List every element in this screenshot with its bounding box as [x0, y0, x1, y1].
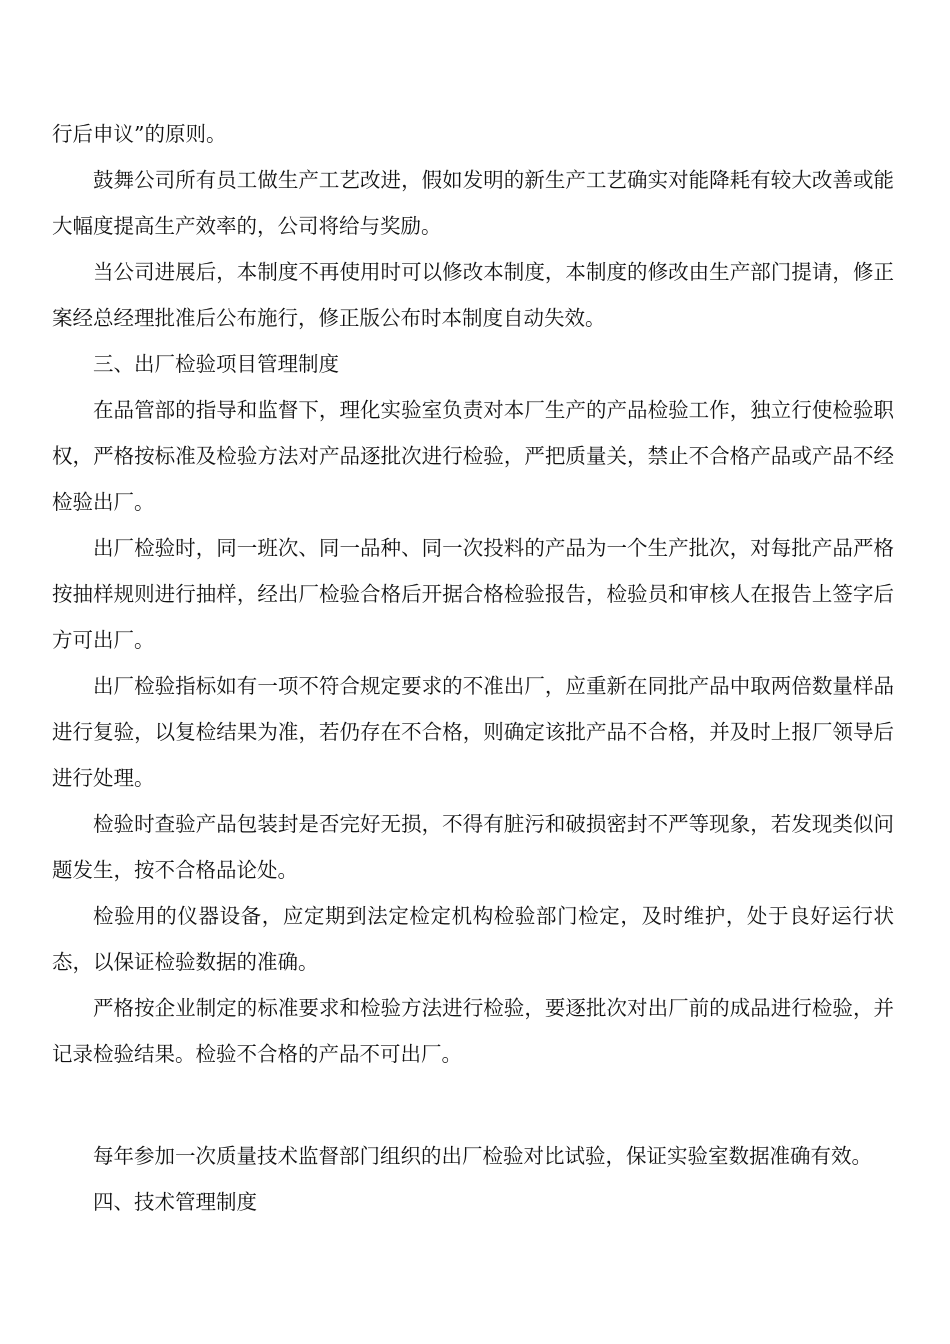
paragraph-inspection-standards: 严格按企业制定的标准要求和检验方法进行检验，要逐批次对出厂前的成品进行检验，并记录检验结果。检验不合格的产品不可出厂。 [52, 996, 894, 1066]
paragraph-lab-responsibility: 在品管部的指导和监督下，理化实验室负责对本厂生产的产品检验工作，独立行使检验职权，严格按标准及检验方法对产品逐批次进行检验，严把质量关，禁止不合格产品或产品不经检验出厂。 [52, 398, 894, 514]
paragraph-annual-comparison-test: 每年参加一次质量技术监督部门组织的出厂检验对比试验，保证实验室数据准确有效。 [93, 1144, 872, 1168]
paragraph-nonconformance-retest: 出厂检验指标如有一项不符合规定要求的不准出厂，应重新在同批产品中取两倍数量样品进行复验，以复检结果为准，若仍存在不合格，则确定该批产品不合格，并及时上报厂领导后进行处理。 [52, 674, 894, 790]
section-heading-3: 三、出厂检验项目管理制度 [93, 352, 339, 376]
paragraph-policy-revision: 当公司进展后，本制度不再使用时可以修改本制度，本制度的修改由生产部门提请，修正案经总经理批准后公布施行，修正版公布时本制度自动失效。 [52, 260, 894, 330]
document-body-lower [52, 1133, 894, 1225]
paragraph-process-improvement-reward: 鼓舞公司所有员工做生产工艺改进，假如发明的新生产工艺确实对能降耗有较大改善或能大幅度提高生产效率的，公司将给与奖励。 [52, 168, 894, 238]
paragraph-instrument-calibration: 检验用的仪器设备，应定期到法定检定机构检验部门检定，及时维护，处于良好运行状态，以保证检验数据的准确。 [52, 904, 894, 974]
paragraph-continuation: 行后申议”的原则。 [52, 122, 227, 146]
section-heading-4: 四、技术管理制度 [93, 1190, 257, 1214]
paragraph-packaging-check: 检验时查验产品包装封是否完好无损，不得有脏污和破损密封不严等现象，若发现类似问题发生，按不合格品论处。 [52, 812, 894, 882]
paragraph-batch-sampling: 出厂检验时，同一班次、同一品种、同一次投料的产品为一个生产批次，对每批产品严格按抽样规则进行抽样，经出厂检验合格后开据合格检验报告，检验员和审核人在报告上签字后方可出厂。 [52, 536, 894, 652]
document-body-upper [52, 111, 894, 1077]
